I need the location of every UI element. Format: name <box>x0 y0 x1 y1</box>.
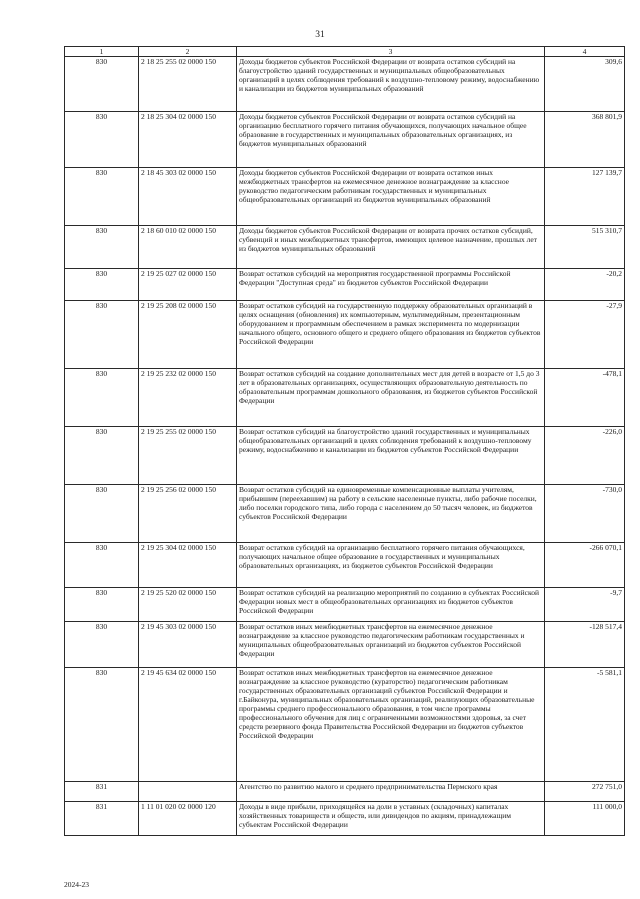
row-name: Возврат остатков субсидий на государственную поддержку образовательных организаций в целях оснащения (обновления) их компьютерным, мультимедийным, презентационным оборудованием и программным обеспечением в рамках эксперимента по модернизации начального общего, основного общего и среднего общего образования из бюджетов субъектов Российской Федерации <box>237 301 545 369</box>
row-name: Возврат остатков иных межбюджетных трансфертов на ежемесячное денежное вознаграждение за классное руководство (кураторство) педагогическим работникам государственных образовательных организаций субъектов Российской Федерации и г.Байконура, муниципальных образовательных организаций, реализующих образовательные программы среднего профессионального образования, в том числе программы профессионального обучения для лиц с ограниченными возможностями здоровья, за счет средств резервного фонда Правительства Российской Федерации из бюджетов субъектов Российской Федерации <box>237 668 545 782</box>
row-kbk: 2 19 25 232 02 0000 150 <box>139 369 237 427</box>
row-amount: 272 751,0 <box>545 782 625 802</box>
header-row <box>65 47 625 57</box>
table-row <box>65 369 625 427</box>
row-amount: -27,9 <box>545 301 625 369</box>
row-code: 831 <box>65 802 139 836</box>
row-code: 830 <box>65 427 139 485</box>
row-name: Возврат остатков субсидий на реализацию мероприятий по созданию в субъектах Российской Федерации новых мест в общеобразовательных организациях из бюджетов субъектов Российской Федерации <box>237 588 545 622</box>
row-amount: -730,0 <box>545 485 625 543</box>
table-row <box>65 112 625 168</box>
page-number: 31 <box>315 30 325 40</box>
row-amount: 127 139,7 <box>545 168 625 226</box>
row-code: 830 <box>65 112 139 168</box>
row-amount: 111 000,0 <box>545 802 625 836</box>
row-code: 830 <box>65 168 139 226</box>
row-kbk: 2 19 25 208 02 0000 150 <box>139 301 237 369</box>
row-amount: -478,1 <box>545 369 625 427</box>
table-row <box>65 301 625 369</box>
row-amount: -20,2 <box>545 269 625 301</box>
row-amount: 309,6 <box>545 57 625 112</box>
row-name: Доходы бюджетов субъектов Российской Федерации от возврата прочих остатков субсидий, субвенций и иных межбюджетных трансфертов, имеющих целевое назначение, прошлых лет из бюджетов муниципальных образований <box>237 226 545 269</box>
table-body <box>65 57 625 836</box>
row-kbk: 2 19 25 027 02 0000 150 <box>139 269 237 301</box>
row-code: 830 <box>65 588 139 622</box>
row-code: 830 <box>65 369 139 427</box>
row-name: Доходы бюджетов субъектов Российской Федерации от возврата остатков иных межбюджетных трансфертов на ежемесячное денежное вознаграждение за классное руководство педагогическим работникам государственных и муниципальных общеобразовательных организаций из бюджетов муниципальных образований <box>237 168 545 226</box>
table-row <box>65 588 625 622</box>
header-col-1: 1 <box>65 47 139 57</box>
table-row <box>65 485 625 543</box>
row-code: 830 <box>65 269 139 301</box>
row-name: Доходы бюджетов субъектов Российской Федерации от возврата остатков субсидий на организацию бесплатного горячего питания обучающихся, получающих начальное общее образование в государственных и муниципальных образовательных организациях, из бюджетов муниципальных образований <box>237 112 545 168</box>
row-name: Возврат остатков иных межбюджетных трансфертов на ежемесячное денежное вознаграждение за классное руководство педагогическим работникам государственных и муниципальных общеобразовательных организаций из бюджетов субъектов Российской Федерации <box>237 622 545 668</box>
row-code: 830 <box>65 668 139 782</box>
table-header <box>65 47 625 57</box>
table-row <box>65 782 625 802</box>
row-name: Доходы бюджетов субъектов Российской Федерации от возврата остатков субсидий на благоустройство зданий государственных и муниципальных общеобразовательных организаций в целях соблюдения требований к воздушно-тепловому режиму, водоснабжению и канализации из бюджетов муниципальных образований <box>237 57 545 112</box>
row-kbk: 2 19 25 255 02 0000 150 <box>139 427 237 485</box>
row-amount: 368 801,9 <box>545 112 625 168</box>
header-col-3: 3 <box>237 47 545 57</box>
row-kbk: 2 19 45 634 02 0000 150 <box>139 668 237 782</box>
row-kbk: 2 19 45 303 02 0000 150 <box>139 622 237 668</box>
budget-table <box>64 46 625 836</box>
row-kbk: 2 18 60 010 02 0000 150 <box>139 226 237 269</box>
table-row <box>65 622 625 668</box>
table-row <box>65 57 625 112</box>
row-code: 830 <box>65 301 139 369</box>
header-col-4: 4 <box>545 47 625 57</box>
row-kbk: 2 18 25 255 02 0000 150 <box>139 57 237 112</box>
header-col-2: 2 <box>139 47 237 57</box>
row-code: 830 <box>65 226 139 269</box>
table-row <box>65 269 625 301</box>
row-kbk: 2 19 25 304 02 0000 150 <box>139 543 237 588</box>
row-amount: -5 581,1 <box>545 668 625 782</box>
row-code: 830 <box>65 543 139 588</box>
row-kbk: 2 19 25 256 02 0000 150 <box>139 485 237 543</box>
row-name: Агентство по развитию малого и среднего предпринимательства Пермского края <box>237 782 545 802</box>
row-amount: -128 517,4 <box>545 622 625 668</box>
row-name: Доходы в виде прибыли, приходящейся на доли в уставных (складочных) капиталах хозяйственных товариществ и обществ, или дивидендов по акциям, принадлежащим субъектам Российской Федерации <box>237 802 545 836</box>
row-amount: 515 310,7 <box>545 226 625 269</box>
row-name: Возврат остатков субсидий на единовременные компенсационные выплаты учителям, прибывшим (переехавшим) на работу в сельские населенные пункты, либо рабочие поселки, либо поселки городского типа, либо города с населением до 50 тысяч человек, из бюджетов субъектов Российской Федерации <box>237 485 545 543</box>
row-code: 831 <box>65 782 139 802</box>
table-row <box>65 427 625 485</box>
row-kbk: 1 11 01 020 02 0000 120 <box>139 802 237 836</box>
row-name: Возврат остатков субсидий на благоустройство зданий государственных и муниципальных общеобразовательных организаций в целях соблюдения требований к воздушно-тепловому режиму, водоснабжению и канализации из бюджетов субъектов Российской Федерации <box>237 427 545 485</box>
table-row <box>65 168 625 226</box>
row-amount: -9,7 <box>545 588 625 622</box>
table-row <box>65 668 625 782</box>
row-kbk: 2 19 25 520 02 0000 150 <box>139 588 237 622</box>
table-row <box>65 802 625 836</box>
row-kbk <box>139 782 237 802</box>
row-code: 830 <box>65 57 139 112</box>
row-code: 830 <box>65 622 139 668</box>
row-amount: -226,0 <box>545 427 625 485</box>
row-name: Возврат остатков субсидий на организацию бесплатного горячего питания обучающихся, получающих начальное общее образование в государственных и муниципальных образовательных организациях, из бюджетов субъектов Российской Федерации <box>237 543 545 588</box>
row-name: Возврат остатков субсидий на мероприятия государственной программы Российской Федерации "Доступная среда" из бюджетов субъектов Российской Федерации <box>237 269 545 301</box>
table-row <box>65 543 625 588</box>
row-code: 830 <box>65 485 139 543</box>
footer-code: 2024-23 <box>64 880 89 889</box>
row-amount: -266 070,1 <box>545 543 625 588</box>
row-kbk: 2 18 25 304 02 0000 150 <box>139 112 237 168</box>
table-row <box>65 226 625 269</box>
row-kbk: 2 18 45 303 02 0000 150 <box>139 168 237 226</box>
row-name: Возврат остатков субсидий на создание дополнительных мест для детей в возрасте от 1,5 до 3 лет в образовательных организациях, осуществляющих образовательную деятельность по образовательным программам дошкольного образования, из бюджетов субъектов Российской Федерации <box>237 369 545 427</box>
